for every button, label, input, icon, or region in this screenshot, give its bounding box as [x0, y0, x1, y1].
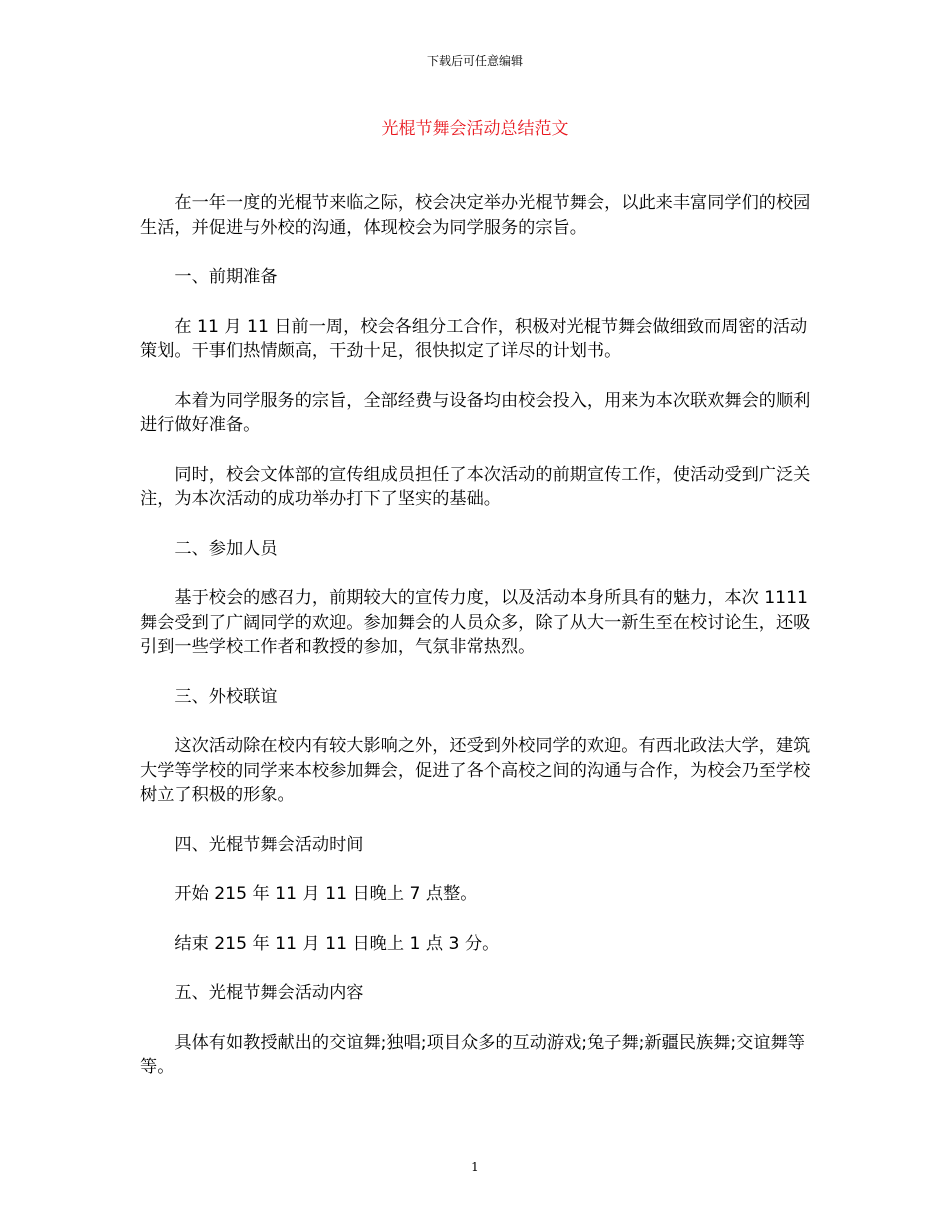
document-body — [140, 191, 814, 1105]
body-paragraph: 开始 215 年 11 月 11 日晚上 7 点整。 — [174, 884, 478, 904]
body-paragraph: 具体有如教授献出的交谊舞;独唱;项目众多的互动游戏;兔子舞;新疆民族舞;交谊舞等等。 — [140, 1032, 805, 1077]
page-number: 1 — [471, 1160, 479, 1174]
body-paragraph: 这次活动除在校内有较大影响之外，还受到外校同学的欢迎。有西北政法大学，建筑大学等学校的同学来本校参加舞会，促进了各个高校之间的沟通与合作，为校会乃至学校树立了积极的形象。 — [140, 736, 811, 805]
body-paragraph: 结束 215 年 11 月 11 日晚上 1 点 3 分。 — [174, 933, 500, 954]
document-title: 光棍节舞会活动总结范文 — [381, 119, 569, 139]
section-heading-external: 三、外校联谊 — [174, 686, 278, 707]
section-heading-preparation: 一、前期准备 — [174, 267, 278, 287]
body-paragraph: 在 11 月 11 日前一周，校会各组分工合作，积极对光棍节舞会做细致而周密的活动策划。干事们热情颇高，干劲十足，很快拟定了详尽的计划书。 — [140, 316, 808, 361]
intro-paragraph: 在一年一度的光棍节来临之际，校会决定举办光棍节舞会，以此来丰富同学们的校园生活，并促进与外校的沟通，体现校会为同学服务的宗旨。 — [140, 193, 811, 238]
body-paragraph: 同时，校会文体部的宣传组成员担任了本次活动的前期宣传工作，使活动受到广泛关注，为本次活动的成功举办打下了坚实的基础。 — [140, 464, 811, 509]
header-note: 下载后可任意编辑 — [426, 54, 523, 68]
section-heading-time: 四、光棍节舞会活动时间 — [174, 834, 364, 855]
body-paragraph: 基于校会的感召力，前期较大的宣传力度，以及活动本身所具有的魅力，本次 1111 舞会受到了广阔同学的欢迎。参加舞会的人员众多，除了从大一新生至在校讨论生，还吸引到一些学校工作者和教授的参加，气氛非常热烈。 — [140, 588, 811, 657]
section-heading-participants: 二、参加人员 — [174, 538, 278, 559]
body-paragraph: 本着为同学服务的宗旨，全部经费与设备均由校会投入，用来为本次联欢舞会的顺利进行做好准备。 — [140, 390, 811, 435]
section-heading-content: 五、光棍节舞会活动内容 — [174, 983, 364, 1003]
